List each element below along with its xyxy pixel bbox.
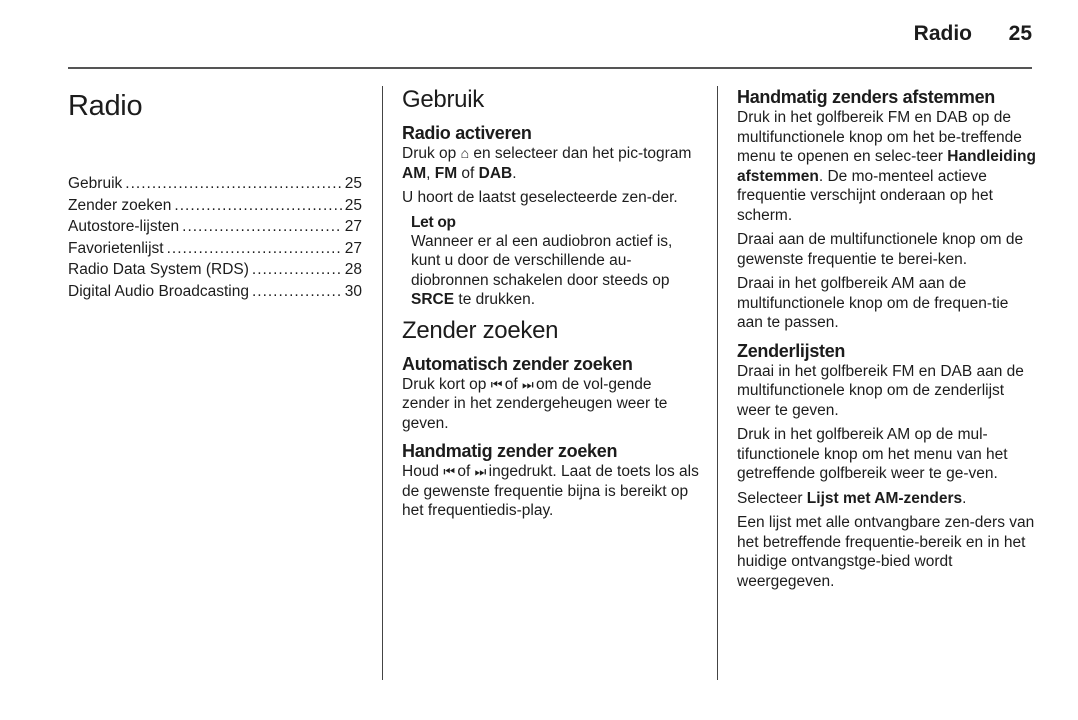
note-box bbox=[411, 214, 702, 310]
toc-page: 28 bbox=[344, 261, 362, 278]
middle-column bbox=[402, 80, 702, 526]
srce-label: SRCE bbox=[411, 291, 455, 308]
text: . bbox=[512, 164, 517, 182]
toc-label: Autostore-lijsten bbox=[68, 218, 180, 235]
toc-label: Radio Data System (RDS) bbox=[68, 261, 249, 278]
toc-label: Zender zoeken bbox=[68, 196, 172, 214]
note-title: Let op bbox=[411, 213, 456, 231]
subsection-title-radio-activeren: Radio activeren bbox=[402, 123, 532, 143]
text: Selecteer bbox=[737, 489, 807, 507]
toc-page: 27 bbox=[344, 239, 362, 257]
chapter-column bbox=[68, 80, 362, 302]
seek-back-icon: ⏮ bbox=[490, 376, 501, 392]
text: te drukken. bbox=[454, 291, 536, 308]
am-label: AM bbox=[402, 164, 427, 182]
text: . De mo-menteel actieve frequentie verschijnt onderaan op het scherm. bbox=[737, 167, 993, 224]
toc-label: Favorietenlijst bbox=[68, 239, 164, 257]
paragraph: Draai in het golfbereik AM aan de multifunctionele knop om de frequen-tie aan te passen. bbox=[737, 275, 1009, 331]
lijst-met-am-zenders-label: Lijst met AM-zenders bbox=[806, 489, 963, 507]
text: Druk kort op bbox=[402, 375, 491, 393]
toc-page: 30 bbox=[344, 282, 362, 300]
toc-entry[interactable] bbox=[68, 259, 362, 281]
dab-label: DAB bbox=[478, 164, 513, 182]
subsection-title-handmatig: Handmatig zender zoeken bbox=[402, 441, 618, 461]
toc-leader-dots bbox=[182, 216, 342, 238]
text: of bbox=[453, 463, 475, 480]
note-text bbox=[411, 232, 702, 310]
toc-entry[interactable] bbox=[68, 281, 362, 303]
paragraph bbox=[402, 462, 702, 521]
text: Houd bbox=[402, 463, 444, 480]
page-number: 25 bbox=[1008, 22, 1032, 45]
text: , bbox=[426, 164, 435, 182]
toc-entry[interactable] bbox=[68, 173, 362, 195]
toc-leader-dots bbox=[167, 238, 342, 260]
toc-page: 25 bbox=[344, 175, 362, 192]
toc-label: Digital Audio Broadcasting bbox=[68, 282, 249, 300]
table-of-contents bbox=[68, 173, 362, 302]
toc-entry[interactable] bbox=[68, 238, 362, 260]
chapter-title: Radio bbox=[68, 90, 143, 122]
running-head bbox=[914, 22, 1032, 52]
text: om de vol-gende zender in het zendergeheugen weer te geven. bbox=[402, 375, 668, 432]
paragraph bbox=[402, 375, 702, 434]
header-rule bbox=[68, 67, 1032, 69]
toc-leader-dots bbox=[252, 259, 342, 281]
column-divider bbox=[717, 86, 718, 680]
text: of bbox=[500, 375, 522, 393]
toc-leader-dots bbox=[125, 173, 341, 195]
toc-leader-dots bbox=[174, 195, 341, 217]
text: Wanneer er al een audiobron actief is, kunt u door de verschillende au-diobronnen schakelen door steeds op bbox=[411, 232, 673, 289]
right-column bbox=[737, 80, 1037, 596]
paragraph: Een lijst met alle ontvangbare zen-ders van het betreffende frequentie-bereik en in het huidige ontvangstge-bied wordt weergegeven. bbox=[737, 514, 1035, 590]
text: ingedrukt. Laat de toets los als de gewenste frequentie bijna is bereikt op het frequentiedis-play. bbox=[402, 463, 699, 519]
paragraph: Draai aan de multifunctionele knop om de gewenste frequentie te berei-ken. bbox=[737, 231, 1024, 268]
text: Druk in het golfbereik FM en DAB op de multifunctionele knop om het be-treffende menu te openen en selec-teer bbox=[737, 109, 1022, 165]
section-title-zender-zoeken: Zender zoeken bbox=[402, 316, 559, 344]
seek-forward-icon: ⏭ bbox=[521, 376, 532, 392]
paragraph bbox=[402, 144, 702, 183]
handleiding-afstemmen-label: Handleiding afstemmen bbox=[737, 148, 1036, 185]
paragraph: Draai in het golfbereik FM en DAB aan de multifunctionele knop om de zenderlijst weer te geven. bbox=[737, 362, 1024, 419]
text: of bbox=[457, 164, 479, 182]
paragraph bbox=[737, 108, 1037, 225]
toc-entry[interactable] bbox=[68, 195, 362, 217]
seek-back-icon: ⏮ bbox=[443, 464, 454, 479]
subsection-title-afstemmen: Handmatig zenders afstemmen bbox=[737, 87, 995, 107]
toc-page: 27 bbox=[344, 218, 362, 235]
paragraph: U hoort de laatst geselecteerde zen-der. bbox=[402, 189, 678, 206]
text: . bbox=[962, 489, 967, 507]
toc-leader-dots bbox=[252, 281, 342, 303]
paragraph bbox=[737, 489, 1037, 509]
text: Druk op bbox=[402, 145, 461, 162]
column-divider bbox=[382, 86, 383, 680]
toc-entry[interactable] bbox=[68, 216, 362, 238]
text: en selecteer dan het pic-togram bbox=[469, 145, 692, 162]
paragraph: Druk in het golfbereik AM op de mul-tifunctionele knop om het menu van het getreffende golfbereik weer te ge-ven. bbox=[737, 426, 1008, 482]
subsection-title-automatisch: Automatisch zender zoeken bbox=[402, 353, 633, 374]
section-title-gebruik: Gebruik bbox=[402, 86, 484, 113]
seek-forward-icon: ⏭ bbox=[474, 464, 485, 479]
home-icon: ⌂ bbox=[460, 145, 470, 161]
toc-label: Gebruik bbox=[68, 175, 123, 192]
running-head-title: Radio bbox=[913, 22, 972, 45]
fm-label: FM bbox=[434, 164, 458, 182]
toc-page: 25 bbox=[344, 196, 362, 214]
subsection-title-zenderlijsten: Zenderlijsten bbox=[737, 340, 846, 361]
